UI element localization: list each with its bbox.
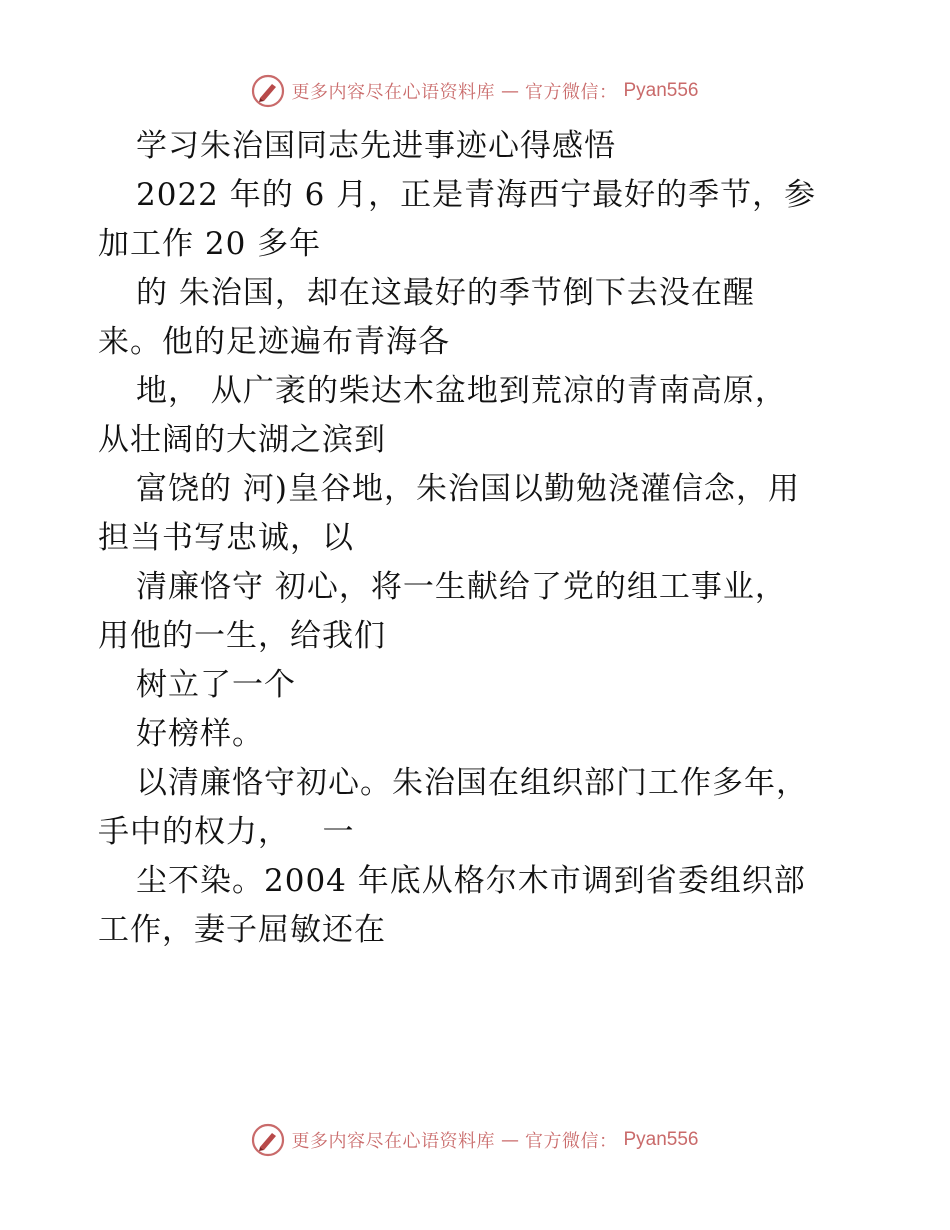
- watermark-label: 官方微信：: [524, 1131, 618, 1152]
- text-line: 富饶的 河)皇谷地，朱治国以勤勉浇灌信念，用: [136, 471, 800, 507]
- text-line: 树立了一个: [136, 667, 296, 703]
- text-line: 地， 从广袤的柴达木盆地到荒凉的青南高原，: [136, 373, 787, 409]
- document-body: [98, 122, 868, 955]
- watermark-dash: —: [500, 1129, 519, 1151]
- text-line: 加工作 20 多年: [98, 226, 322, 262]
- text-line: 2022 年的 6 月，正是青海西宁最好的季节，参: [136, 177, 817, 213]
- watermark-wechat-id: Pyan556: [623, 80, 699, 101]
- watermark-site-text: 更多内容尽在心语资料库: [291, 1131, 495, 1152]
- watermark-dash: —: [500, 80, 519, 102]
- text-line: 尘不染。2004 年底从格尔木市调到省委组织部: [136, 863, 806, 899]
- text-line: 工作，妻子屈敏还在: [98, 912, 386, 948]
- text-line: 的 朱治国，却在这最好的季节倒下去没在醒: [136, 275, 755, 311]
- text-line: 担当书写忠诚，以: [98, 520, 354, 556]
- text-line: 用他的一生，给我们: [98, 618, 386, 654]
- pen-logo-icon: [251, 1123, 285, 1157]
- text-line: 从壮阔的大湖之滨到: [98, 422, 386, 458]
- watermark-wechat-id: Pyan556: [623, 1129, 699, 1150]
- watermark-header: [0, 71, 950, 111]
- text-line: 清廉恪守 初心，将一生献给了党的组工事业，: [136, 569, 787, 605]
- text-line: 手中的权力， 一: [98, 814, 355, 850]
- watermark-footer: [0, 1120, 950, 1160]
- text-line: 以清廉恪守初心。朱治国在组织部门工作多年，: [136, 765, 808, 801]
- watermark-site-text: 更多内容尽在心语资料库: [291, 82, 495, 103]
- document-title: 学习朱治国同志先进事迹心得感悟: [136, 128, 616, 164]
- watermark-label: 官方微信：: [524, 82, 618, 103]
- pen-logo-icon: [251, 74, 285, 108]
- text-line: 好榜样。: [136, 716, 264, 752]
- text-line: 来。他的足迹遍布青海各: [98, 324, 450, 360]
